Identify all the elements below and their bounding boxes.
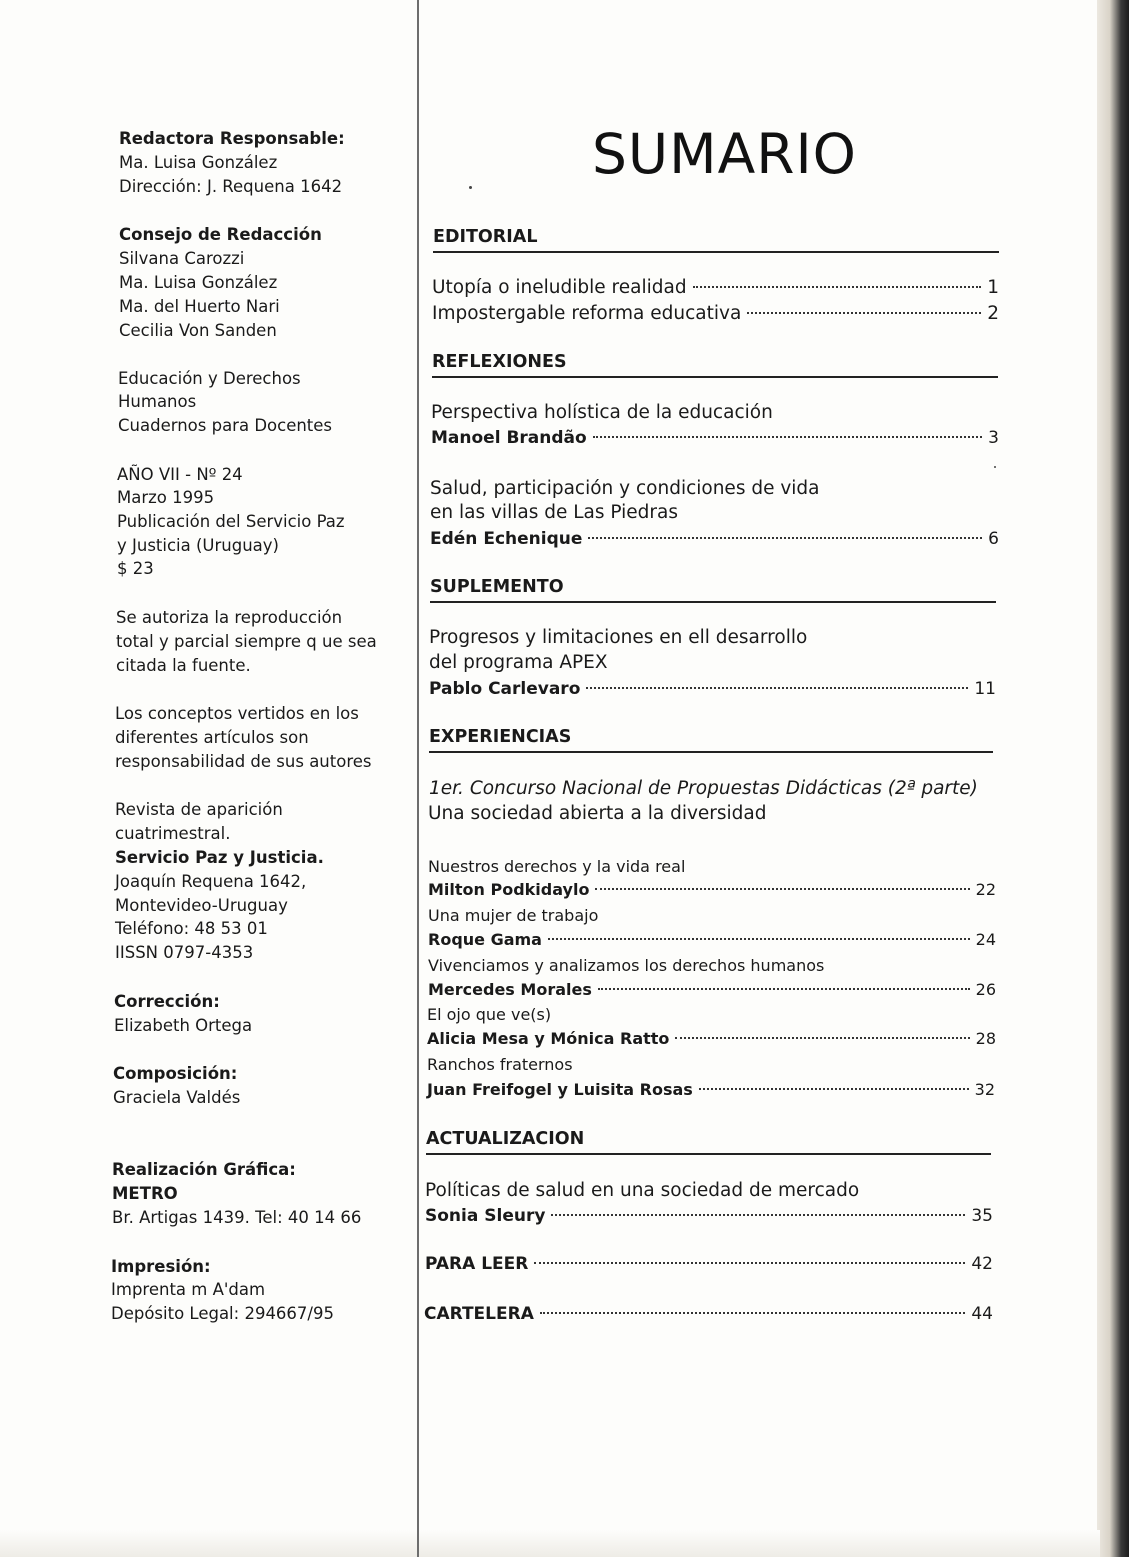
page-number: 2: [987, 303, 999, 324]
page-bottom-shadow: [0, 1530, 1100, 1557]
section-experiencias: [429, 724, 993, 752]
dot-leader: [747, 312, 981, 314]
revista-line: Revista de aparición: [115, 800, 283, 819]
section-suplemento: [430, 574, 996, 602]
reproduction-line: total y parcial siempre q ue sea: [116, 632, 377, 651]
consejo-member: Ma. del Huerto Nari: [119, 297, 280, 316]
entry-author: Juan Freifogel y Luisita Rosas: [427, 1080, 693, 1099]
toc-entry[interactable]: [425, 1204, 993, 1228]
toc-entry[interactable]: [430, 527, 999, 551]
entry-author: Edén Echenique: [430, 529, 583, 549]
page-number: 6: [988, 529, 999, 549]
section-heading: EXPERIENCIAS: [429, 727, 572, 747]
dot-leader: [588, 537, 982, 539]
section-actualizacion: [426, 1126, 991, 1154]
toc-entry[interactable]: [428, 929, 996, 951]
section-reflexiones: [432, 349, 998, 377]
realizacion-heading: Realización Gráfica:: [112, 1160, 296, 1179]
entry-title: Impostergable reforma educativa: [432, 303, 742, 324]
consejo-member: Ma. Luisa González: [119, 273, 278, 292]
page-number: 42: [971, 1254, 993, 1274]
entry-title[interactable]: Perspectiva holística de la educación: [431, 402, 773, 423]
dot-leader: [534, 1262, 965, 1264]
entry-author: Milton Podkidaylo: [428, 880, 590, 899]
toc-entry-cartelera[interactable]: [424, 1302, 993, 1326]
toc-entry-para-leer[interactable]: [425, 1252, 993, 1276]
revista-line: cuatrimestral.: [115, 824, 231, 843]
entry-author: Manoel Brandão: [431, 428, 587, 448]
dot-leader: [551, 1214, 965, 1216]
dot-leader: [595, 888, 969, 890]
redactora-name: Ma. Luisa González: [119, 153, 278, 172]
publication-line: Educación y Derechos: [118, 369, 301, 388]
page-number: 22: [975, 880, 996, 899]
section-label: CARTELERA: [424, 1304, 534, 1324]
page-number: 32: [974, 1080, 995, 1099]
concepts-line: responsabilidad de sus autores: [115, 752, 372, 771]
entry-author: Mercedes Morales: [428, 980, 592, 999]
direccion: Dirección: J. Requena 1642: [119, 177, 343, 196]
dot-leader: [540, 1312, 965, 1314]
section-label: PARA LEER: [425, 1254, 529, 1274]
section-rule: [426, 1153, 991, 1155]
print-speck: [994, 466, 996, 468]
section-rule: [432, 376, 998, 378]
toc-entry[interactable]: [431, 426, 999, 450]
section-rule: [430, 601, 996, 603]
issue-line: AÑO VII - Nº 24: [117, 465, 243, 484]
entry-title[interactable]: Nuestros derechos y la vida real: [428, 857, 686, 876]
section-editorial: [433, 224, 999, 252]
page-number: 44: [971, 1304, 993, 1324]
entry-title[interactable]: Una mujer de trabajo: [428, 906, 599, 925]
reproduction-line: Se autoriza la reproducción: [116, 608, 343, 627]
issue-line: Publicación del Servicio Paz: [117, 512, 345, 531]
concurso-subtitle: Una sociedad abierta a la diversidad: [428, 803, 767, 824]
entry-author: Alicia Mesa y Mónica Ratto: [427, 1029, 670, 1048]
dot-leader: [593, 436, 982, 438]
impresion-line: Imprenta m A'dam: [111, 1280, 266, 1299]
concepts-line: Los conceptos vertidos en los: [115, 704, 359, 723]
entry-title[interactable]: Vivenciamos y analizamos los derechos humanos: [428, 956, 825, 975]
section-heading: REFLEXIONES: [432, 352, 567, 372]
reproduction-line: citada la fuente.: [116, 656, 251, 675]
issue-line: y Justicia (Uruguay): [117, 536, 279, 555]
page-number: 26: [975, 980, 996, 999]
publication-line: Humanos: [118, 392, 197, 411]
section-heading: ACTUALIZACION: [426, 1129, 585, 1149]
entry-title-line[interactable]: Progresos y limitaciones en ell desarrollo: [429, 627, 808, 648]
section-heading: EDITORIAL: [433, 227, 538, 247]
dot-leader: [598, 988, 970, 990]
toc-entry[interactable]: [432, 275, 999, 301]
realizacion-name: METRO: [112, 1184, 178, 1203]
entry-title[interactable]: Políticas de salud en una sociedad de mercado: [425, 1180, 860, 1201]
address-line: Montevideo-Uruguay: [115, 896, 288, 915]
section-rule: [429, 751, 993, 753]
entry-author: Roque Gama: [428, 930, 542, 949]
page-number: 24: [975, 930, 996, 949]
entry-author: Sonia Sleury: [425, 1206, 546, 1226]
entry-title: Utopía o ineludible realidad: [432, 277, 687, 298]
page-number: 1: [987, 277, 999, 298]
print-speck: [469, 186, 472, 189]
toc-entry[interactable]: [428, 879, 996, 901]
dot-leader: [693, 286, 982, 288]
toc-entry[interactable]: [432, 301, 999, 327]
impresion-heading: Impresión:: [111, 1257, 211, 1276]
section-rule: [433, 251, 999, 253]
concurso-title: 1er. Concurso Nacional de Propuestas Didácticas (2ª parte): [429, 778, 978, 799]
publication-line: Cuadernos para Docentes: [118, 416, 333, 435]
consejo-member: Cecilia Von Sanden: [119, 321, 277, 340]
correccion-heading: Corrección:: [114, 992, 220, 1011]
page-number: 11: [974, 679, 996, 699]
concepts-line: diferentes artículos son: [115, 728, 309, 747]
realizacion-address: Br. Artigas 1439. Tel: 40 14 66: [112, 1208, 362, 1227]
composicion-heading: Composición:: [113, 1064, 238, 1083]
page-title: SUMARIO: [592, 122, 857, 186]
entry-title-line[interactable]: Salud, participación y condiciones de vida: [430, 478, 820, 499]
section-heading: SUPLEMENTO: [430, 577, 564, 597]
price: $ 23: [117, 559, 154, 578]
entry-title[interactable]: Ranchos fraternos: [427, 1055, 573, 1074]
dot-leader: [699, 1088, 969, 1090]
dot-leader: [586, 687, 968, 689]
entry-title-line[interactable]: del programa APEX: [429, 652, 608, 673]
dot-leader: [675, 1037, 969, 1039]
entry-author: Pablo Carlevaro: [429, 679, 581, 699]
page-number: 28: [975, 1029, 996, 1048]
consejo-heading: Consejo de Redacción: [119, 225, 322, 244]
entry-title[interactable]: El ojo que ve(s): [427, 1005, 552, 1024]
composicion-name: Graciela Valdés: [113, 1088, 241, 1107]
toc-entry[interactable]: [427, 1079, 995, 1101]
consejo-member: Silvana Carozzi: [119, 249, 245, 268]
correccion-name: Elizabeth Ortega: [114, 1016, 253, 1035]
issn: IISSN 0797-4353: [115, 943, 254, 962]
dot-leader: [548, 938, 970, 940]
toc-entry[interactable]: [429, 677, 996, 701]
redactora-heading: Redactora Responsable:: [119, 129, 345, 148]
issue-line: Marzo 1995: [117, 488, 215, 507]
page-number: 35: [971, 1206, 993, 1226]
toc-entry[interactable]: [427, 1028, 996, 1050]
telephone: Teléfono: 48 53 01: [115, 919, 268, 938]
page-number: 3: [988, 428, 999, 448]
deposito-legal: Depósito Legal: 294667/95: [111, 1304, 334, 1323]
servicio-name: Servicio Paz y Justicia.: [115, 848, 324, 867]
toc-entry[interactable]: [428, 979, 996, 1001]
page-edge: [1097, 0, 1129, 1557]
address-line: Joaquín Requena 1642,: [115, 872, 307, 891]
entry-title-line[interactable]: en las villas de Las Piedras: [430, 502, 678, 523]
